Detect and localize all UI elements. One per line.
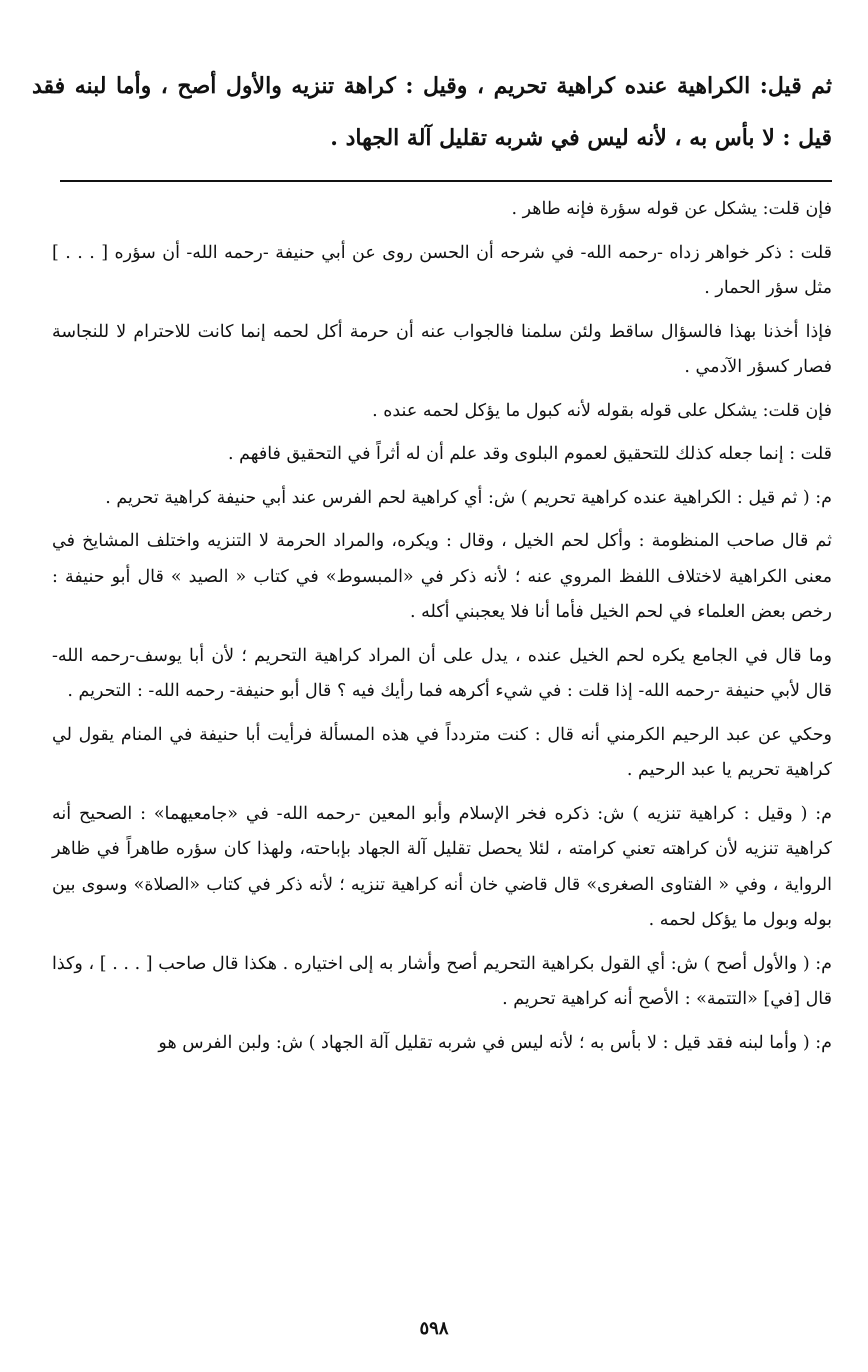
commentary-paragraph: قلت : ذكر خواهر زداه -رحمه الله- في شرحه أن الحسن روى عن أبي حنيفة -رحمه الله- أن سؤره [ . . . ] مثل سؤر الحمار . [52,242,832,298]
commentary-paragraph: فإن قلت: يشكل على قوله بقوله لأنه كبول ما يؤكل لحمه عنده . [372,400,832,421]
sharh-commentary [52,192,832,1069]
commentary-paragraph: وحكي عن عبد الرحيم الكرمني أنه قال : كنت متردداً في هذه المسألة فرأيت أبا حنيفة في المنام يقول لي كراهية تحريم يا عبد الرحيم . [52,724,832,780]
commentary-paragraph: م: ( وقيل : كراهية تنزيه ) ش: ذكره فخر الإسلام وأبو المعين -رحمه الله- في «جامعيهما» : الصحيح أنه كراهية تنزيه لأن كراهته تعني كرامته ، لئلا يحصل تقليل آلة الجهاد بإباحته، ولهذا كان سؤره طاهراً في ظاهر الرواية ، وفي « الفتاوى الصغرى» قال قاضي خان أنه كراهية تنزيه ؛ لأنه ذكر في كتاب «الصلاة» وسوى بين بوله وبول ما يؤكل لحمه . [52,803,832,930]
matn-text: ثم قيل: الكراهية عنده كراهية تحريم ، وقيل : كراهة تنزيه والأول أصح ، وأما لبنه فقد قيل : لا بأس به ، لأنه ليس في شربه تقليل آلة الجهاد . [32,73,832,151]
separator-rule [60,180,832,182]
commentary-paragraph: ثم قال صاحب المنظومة : وأكل لحم الخيل ، وقال : ويكره، والمراد الحرمة لا التنزيه واختلف المشايخ في معنى الكراهية لاختلاف اللفظ المروي عنه ؛ لأنه ذكر في «المبسوط» في كتاب « الصيد » قال أبو حنيفة : رخص بعض العلماء في لحم الخيل فأما أنا فلا يعجبني أكله . [52,531,832,622]
commentary-paragraph: م: ( وأما لبنه فقد قيل : لا بأس به ؛ لأنه ليس في شربه تقليل آلة الجهاد ) ش: ولبن الفرس هو [158,1032,832,1053]
commentary-paragraph: فإن قلت: يشكل عن قوله سؤرة فإنه طاهر . [511,199,832,219]
commentary-paragraph: م: ( ثم قيل : الكراهية عنده كراهية تحريم ) ش: أي كراهية لحم الفرس عند أبي حنيفة كراهية تحريم . [105,487,832,508]
commentary-paragraph: م: ( والأول أصح ) ش: أي القول بكراهية التحريم أصح وأشار به إلى اختياره . هكذا قال صاحب [ . . . ] ، وكذا قال [في] «التتمة» : الأصح أنه كراهية تحريم . [52,953,832,1009]
page-number: ٥٩٨ [419,1318,449,1339]
commentary-paragraph: قلت : إنما جعله كذلك للتحقيق لعموم البلوى وقد علم أن له أثراً في التحقيق فافهم . [227,444,832,464]
commentary-paragraph: فإذا أخذنا بهذا فالسؤال ساقط ولئن سلمنا فالجواب عنه أن حرمة أكل لحمه إنما كانت للاحترام لا للنجاسة فصار كسؤر الآدمي . [52,321,832,377]
commentary-paragraph: وما قال في الجامع يكره لحم الخيل عنده ، يدل على أن المراد كراهية التحريم ؛ لأن أبا يوسف-رحمه الله- قال لأبي حنيفة -رحمه الله- إذا قلت : في شيء أكرهه فما رأيك فيه ؟ قال أبو حنيفة- رحمه الله- : التحريم . [52,645,832,701]
